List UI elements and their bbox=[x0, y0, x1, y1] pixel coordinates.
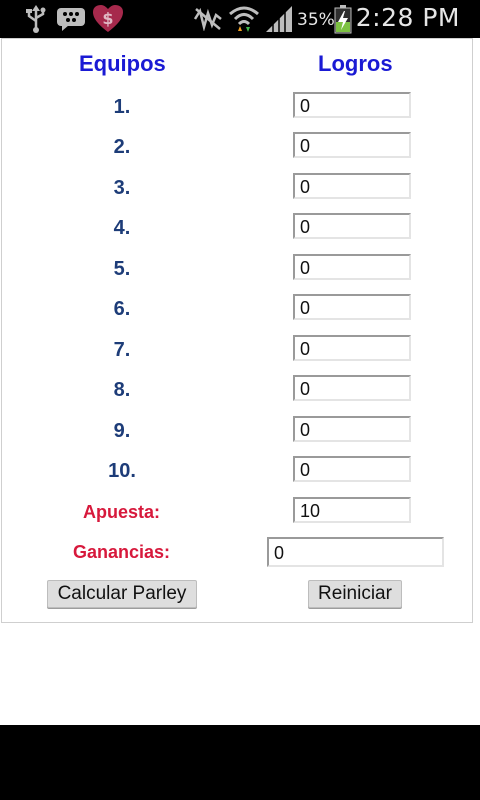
odds-input-7[interactable]: 0 bbox=[293, 335, 411, 361]
odds-header: Logros bbox=[318, 51, 393, 76]
usb-icon bbox=[22, 4, 50, 34]
row-label-1: 1. bbox=[113, 96, 131, 118]
row-label-5: 5. bbox=[113, 258, 131, 280]
calculate-parley-button[interactable]: Calcular Parley bbox=[47, 580, 197, 608]
row-label-8: 8. bbox=[113, 379, 131, 401]
teams-header: Equipos bbox=[79, 51, 166, 76]
row-label-7: 7. bbox=[113, 339, 131, 361]
odds-input-3[interactable]: 0 bbox=[293, 173, 411, 199]
row-label-9: 9. bbox=[113, 420, 131, 442]
battery-charging-icon bbox=[332, 4, 354, 34]
winnings-label: Ganancias: bbox=[73, 542, 171, 562]
reset-button[interactable]: Reiniciar bbox=[308, 580, 402, 608]
mute-icon bbox=[192, 4, 224, 34]
bbm-chat-icon bbox=[56, 4, 86, 34]
odds-input-2[interactable]: 0 bbox=[293, 132, 411, 158]
row-label-2: 2. bbox=[113, 136, 131, 158]
row-label-4: 4. bbox=[113, 217, 131, 239]
status-bar bbox=[0, 0, 480, 38]
battery-percent: 35% bbox=[297, 10, 335, 30]
row-label-10: 10. bbox=[108, 460, 136, 482]
odds-input-10[interactable]: 0 bbox=[293, 456, 411, 482]
odds-input-8[interactable]: 0 bbox=[293, 375, 411, 401]
winnings-output: 0 bbox=[267, 537, 444, 567]
bet-input[interactable]: 10 bbox=[293, 497, 411, 523]
odds-input-5[interactable]: 0 bbox=[293, 254, 411, 280]
heart-money-icon bbox=[92, 4, 124, 34]
odds-input-1[interactable]: 0 bbox=[293, 92, 411, 118]
odds-input-9[interactable]: 0 bbox=[293, 416, 411, 442]
status-time: 2:28 PM bbox=[355, 3, 460, 32]
row-label-3: 3. bbox=[113, 177, 131, 199]
odds-input-6[interactable]: 0 bbox=[293, 294, 411, 320]
row-label-6: 6. bbox=[113, 298, 131, 320]
odds-input-4[interactable]: 0 bbox=[293, 213, 411, 239]
signal-icon bbox=[264, 4, 294, 34]
parley-form bbox=[1, 38, 473, 623]
navigation-bar bbox=[0, 725, 480, 800]
bet-label: Apuesta: bbox=[83, 502, 161, 522]
wifi-icon bbox=[228, 4, 260, 34]
svg-text:$: $ bbox=[102, 9, 114, 28]
